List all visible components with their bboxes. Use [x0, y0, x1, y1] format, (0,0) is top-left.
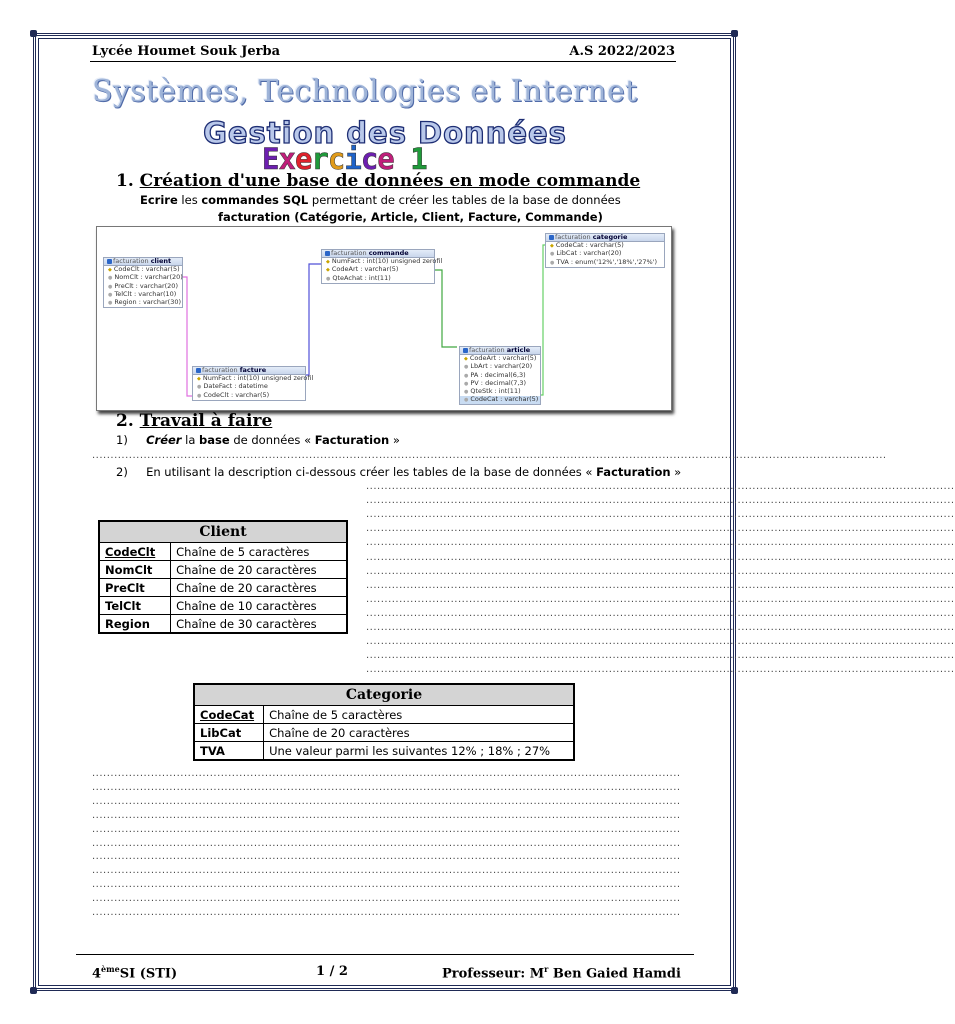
schema-field: ● CodeClt : varchar(5) — [193, 392, 305, 400]
client-row — [99, 579, 347, 597]
schema-field: ◆ CodeArt : varchar(5) — [322, 266, 434, 274]
answer-line: ................................................................................................................................................................ — [366, 636, 955, 648]
border-corner — [731, 987, 738, 994]
schema-field: ◆ NumFact : int(10) unsigned zerofil — [193, 375, 305, 383]
schema-field: ● CodeCat : varchar(5) — [460, 396, 540, 404]
task-number: 1) — [116, 433, 128, 447]
schema-field: ● Region : varchar(30) — [104, 299, 182, 307]
answer-line: ................................................................................................................................................................ — [92, 795, 681, 807]
client-field-description: Chaîne de 10 caractères — [171, 597, 347, 615]
schema-field: ◆ CodeArt : varchar(5) — [460, 355, 540, 363]
client-field-name: TelClt — [99, 597, 171, 615]
exercise-title-letter: c — [360, 142, 378, 176]
schema-field: ● TVA : enum('12%','18%','27%') — [546, 259, 664, 267]
client-row — [99, 561, 347, 579]
categorie-description-table — [193, 683, 575, 761]
answer-line: ................................................................................................................................................................ — [366, 622, 955, 633]
answer-line: ................................................................................................................................................................ — [366, 523, 955, 535]
section2-heading — [116, 411, 272, 431]
answer-line: ................................................................................................................................................................ — [366, 565, 955, 577]
answer-line: ................................................................................................................................................................ — [92, 907, 681, 918]
exercise-title-letter: 1 — [410, 142, 427, 176]
instr-text: les — [177, 193, 202, 207]
answer-line: ................................................................................................................................................................ — [366, 495, 955, 507]
task-text: » — [670, 465, 682, 479]
answer-line: ................................................................................................................................................................ — [92, 823, 681, 835]
schema-table-name: client — [150, 257, 172, 265]
footer-level — [92, 964, 177, 981]
answer-line: ................................................................................................................................................................ — [92, 809, 681, 821]
chapter-title: Gestion des Données — [203, 116, 567, 150]
schema-field: ● TelClt : varchar(10) — [104, 291, 182, 299]
client-field-name: Region — [99, 615, 171, 634]
task-text: la — [181, 433, 200, 447]
schema-field: ● QteStk : int(11) — [460, 388, 540, 396]
footer-divider — [76, 954, 694, 955]
client-field-description: Chaîne de 20 caractères — [171, 579, 347, 597]
schema-table-client: facturation client ◆ CodeClt : varchar(5) ● NomClt : varchar(20) ● PreClt : varchar(20) ● TelClt : varchar(10) ● Region : varchar(30) — [103, 257, 183, 308]
border-corner — [731, 30, 738, 37]
teacher-label: Professeur: M — [442, 966, 545, 982]
schema-field: ● LibCat : varchar(20) — [546, 250, 664, 258]
exercise-title-letter: r — [311, 142, 328, 176]
exercise-title-letter: x — [278, 142, 295, 176]
categorie-field-description: Chaîne de 20 caractères — [264, 724, 574, 742]
schema-table-name: article — [506, 346, 531, 354]
tables-list: facturation (Catégorie, Article, Client, Facture, Commande) — [218, 210, 603, 224]
categorie-field-description: Une valeur parmi les suivantes 12% ; 18% ; 27% — [264, 742, 574, 761]
answer-line: ................................................................................................................................................................ — [92, 879, 681, 891]
schema-field: ◆ CodeCat : varchar(5) — [546, 242, 664, 250]
answer-line: ........................................................................................................................................................................................................................ — [92, 450, 887, 461]
task-item-1 — [116, 433, 400, 447]
client-row — [99, 597, 347, 615]
schema-field: ● PA : decimal(6,3) — [460, 372, 540, 380]
schema-table-article: facturation article ◆ CodeArt : varchar(5) ● LbArt : varchar(20) ● PA : decimal(6,3) ● PV : decimal(7,3) ● QteStk : int(11) ● CodeCat : varchar(5) — [459, 346, 541, 405]
task-item-2 — [116, 465, 681, 479]
schema-table-name: commande — [368, 249, 409, 257]
footer-teacher — [442, 964, 681, 981]
answer-line: ................................................................................................................................................................ — [92, 768, 681, 779]
instr-text: permettant de créer les tables de la base de données — [308, 193, 621, 207]
answer-line: ................................................................................................................................................................ — [366, 607, 955, 619]
schema-table-categorie: facturation categorie ◆ CodeCat : varchar(5) ● LibCat : varchar(20) ● TVA : enum('12%','18%','27%') — [545, 233, 665, 268]
schema-diagram — [96, 226, 672, 411]
instr-verb: Ecrire — [140, 193, 178, 207]
task-number: 2) — [116, 465, 128, 479]
categorie-field-description: Chaîne de 5 caractères — [264, 706, 574, 724]
task-db-name: Facturation — [314, 433, 390, 447]
exercise-title-letter: e — [294, 142, 312, 176]
schema-field: ● DateFact : datetime — [193, 383, 305, 391]
schema-table-commande: facturation commande ◆ NumFact : int(10) unsigned zerofil ◆ CodeArt : varchar(5) ● QteAchat : int(11) — [321, 249, 435, 284]
level-suffix: ème — [101, 964, 120, 974]
exercise-title-letter: c — [327, 142, 345, 176]
section1-number: 1. — [116, 171, 134, 191]
client-field-description: Chaîne de 5 caractères — [171, 543, 347, 561]
section2-title: Travail à faire — [139, 411, 273, 431]
exercise-title-letter: e — [377, 142, 394, 176]
school-name: Lycée Houmet Souk Jerba — [92, 44, 281, 59]
schema-table-name: categorie — [592, 233, 628, 241]
task-text: En utilisant la description ci-dessous créer les tables de la base de données « — [146, 465, 597, 479]
answer-line: ................................................................................................................................................................ — [366, 481, 955, 492]
exercise-title-letter: i — [344, 142, 361, 176]
answer-line: ................................................................................................................................................................ — [366, 593, 955, 605]
client-field-name: NomClt — [99, 561, 171, 579]
section2-number: 2. — [116, 411, 134, 431]
categorie-table-title: Categorie — [194, 684, 574, 706]
categorie-row — [194, 742, 574, 761]
client-row — [99, 543, 347, 561]
exercise-title-letter: E — [262, 142, 279, 176]
relation-facture-commande — [288, 264, 321, 375]
border-corner — [30, 987, 37, 994]
client-field-description: Chaîne de 20 caractères — [171, 561, 347, 579]
schema-field: ● NomClt : varchar(20) — [104, 274, 182, 282]
answer-line: ................................................................................................................................................................ — [92, 865, 681, 877]
instr-sql: commandes SQL — [201, 193, 309, 207]
section1-title: Création d'une base de données en mode commande — [139, 171, 641, 191]
answer-line: ................................................................................................................................................................ — [366, 551, 955, 563]
client-field-name: PreClt — [99, 579, 171, 597]
border-corner — [30, 30, 37, 37]
schema-field: ● LbArt : varchar(20) — [460, 363, 540, 371]
task-bold: base — [199, 433, 230, 447]
header-divider — [90, 61, 676, 62]
client-field-name: CodeClt — [99, 543, 171, 561]
categorie-field-name: LibCat — [194, 724, 264, 742]
schema-table-facture: facturation facture ◆ NumFact : int(10) unsigned zerofil ● DateFact : datetime ● CodeClt : varchar(5) — [192, 366, 306, 401]
section1-heading — [116, 171, 640, 191]
client-field-description: Chaîne de 30 caractères — [171, 615, 347, 634]
section1-instruction — [140, 193, 621, 207]
answer-line: ................................................................................................................................................................ — [366, 537, 955, 549]
categorie-field-name: CodeCat — [194, 706, 264, 724]
task-text: » — [389, 433, 400, 447]
answer-line: ................................................................................................................................................................ — [366, 664, 955, 676]
level-number: 4 — [92, 966, 102, 982]
schema-field: ◆ CodeClt : varchar(5) — [104, 266, 182, 274]
categorie-row — [194, 706, 574, 724]
course-title: Systèmes, Technologies et Internet — [92, 74, 638, 109]
task-db-name: Facturation — [596, 465, 671, 479]
client-table-title: Client — [99, 521, 347, 543]
level-name: SI (STI) — [119, 966, 178, 982]
client-row — [99, 615, 347, 634]
relation-commande-article — [433, 270, 457, 347]
task-text: de données « — [229, 433, 315, 447]
categorie-field-name: TVA — [194, 742, 264, 761]
teacher-title-suffix: r — [544, 964, 549, 974]
client-description-table — [98, 520, 348, 634]
school-year: A.S 2022/2023 — [569, 44, 675, 59]
answer-line: ................................................................................................................................................................ — [92, 837, 681, 849]
answer-line: ................................................................................................................................................................ — [92, 781, 681, 793]
schema-field: ● PV : decimal(7,3) — [460, 380, 540, 388]
answer-line: ................................................................................................................................................................ — [92, 893, 681, 905]
teacher-name: Ben Gaied Hamdi — [548, 966, 681, 982]
answer-line: ................................................................................................................................................................ — [366, 509, 955, 521]
schema-table-name: facture — [239, 366, 267, 374]
task-verb: Créer — [146, 433, 182, 447]
answer-line: ................................................................................................................................................................ — [366, 579, 955, 591]
schema-field: ◆ NumFact : int(10) unsigned zerofil — [322, 258, 434, 266]
categorie-row — [194, 724, 574, 742]
footer-page-number: 1 / 2 — [316, 964, 348, 979]
schema-field: ● QteAchat : int(11) — [322, 275, 434, 283]
answer-line: ................................................................................................................................................................ — [92, 851, 681, 863]
answer-line: ................................................................................................................................................................ — [366, 650, 955, 662]
schema-field: ● PreClt : varchar(20) — [104, 283, 182, 291]
